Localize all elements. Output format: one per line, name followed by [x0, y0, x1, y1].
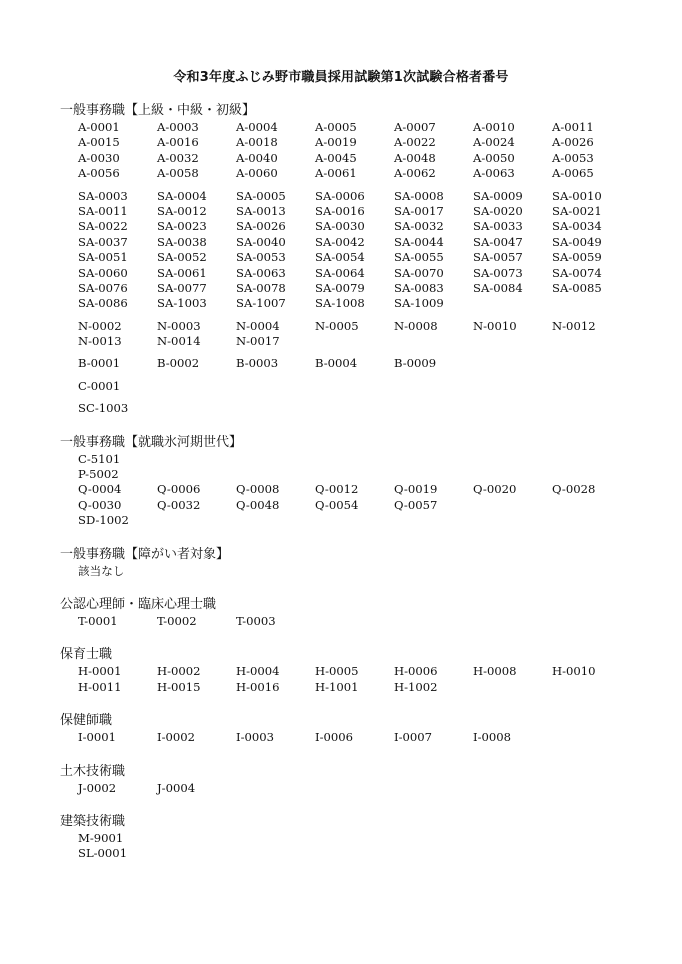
applicant-number: N-0003 [157, 318, 201, 333]
applicant-number: Q-0028 [552, 482, 596, 497]
applicant-number: A-0011 [552, 120, 594, 134]
applicant-number: SA-0061 [157, 265, 207, 280]
applicant-number: SC-1003 [78, 401, 129, 416]
applicant-number: A-0048 [394, 150, 436, 165]
section [60, 434, 670, 529]
applicant-number: N-0017 [236, 334, 280, 349]
applicant-number: A-0001 [78, 120, 120, 134]
section [60, 646, 670, 695]
applicant-number: N-0013 [78, 334, 122, 349]
applicant-number: SA-0004 [157, 188, 207, 203]
applicant-number: H-0016 [236, 679, 280, 694]
applicant-number: I-0006 [315, 730, 354, 745]
applicant-number: H-0002 [157, 664, 201, 679]
number-group [60, 664, 670, 695]
applicant-number: A-0016 [157, 135, 199, 150]
section-heading: 公認心理師・臨床心理士職 [60, 596, 217, 612]
number-group [60, 513, 670, 528]
applicant-number: H-0001 [78, 664, 122, 679]
applicant-number: C-0001 [78, 378, 121, 393]
applicant-number: Q-0019 [394, 482, 438, 497]
applicant-number: SA-0052 [157, 250, 207, 265]
applicant-number: Q-0032 [157, 497, 201, 512]
applicant-number: A-0007 [394, 120, 436, 134]
number-row [78, 482, 670, 497]
number-group [60, 401, 670, 416]
applicant-number: Q-0004 [78, 482, 122, 497]
applicant-number: SA-1003 [157, 296, 207, 311]
applicant-number: SA-0038 [157, 234, 207, 249]
applicant-number: A-0060 [236, 166, 278, 181]
applicant-number: A-0018 [236, 135, 278, 150]
applicant-number: A-0004 [236, 120, 278, 134]
applicant-number: N-0010 [473, 318, 517, 333]
applicant-number: SA-0020 [473, 203, 523, 218]
applicant-number: SA-0064 [315, 265, 365, 280]
applicant-number: SA-0076 [78, 280, 128, 295]
applicant-number: SA-0006 [315, 188, 365, 203]
applicant-number: SA-0010 [552, 188, 602, 203]
applicant-number: SA-0012 [157, 203, 207, 218]
number-row [78, 266, 670, 281]
applicant-number: SA-0034 [552, 219, 602, 234]
applicant-number: Q-0012 [315, 482, 359, 497]
number-group [60, 467, 670, 482]
applicant-number: H-0010 [552, 664, 596, 679]
applicant-number: A-0045 [315, 150, 357, 165]
applicant-number: SL-0001 [78, 846, 128, 861]
applicant-number: SA-0084 [473, 280, 523, 295]
section-heading: 一般事務職【障がい者対象】 [60, 546, 230, 562]
section-heading: 土木技術職 [60, 763, 126, 779]
applicant-number: Q-0030 [78, 497, 122, 512]
applicant-number: T-0002 [157, 613, 197, 628]
number-row [78, 846, 670, 861]
applicant-number: SA-1008 [315, 296, 365, 311]
applicant-number: H-1001 [315, 679, 359, 694]
applicant-number: SA-0030 [315, 219, 365, 234]
applicant-number: N-0008 [394, 318, 438, 333]
number-group [60, 482, 670, 513]
no-applicant-note: 該当なし [78, 563, 125, 578]
applicant-number: SA-0059 [552, 250, 602, 265]
applicant-number: A-0058 [157, 166, 199, 181]
number-row [78, 664, 670, 679]
applicant-number: N-0014 [157, 334, 201, 349]
section-heading: 保育士職 [60, 647, 113, 663]
number-row [78, 356, 670, 371]
applicant-number: SA-0053 [236, 250, 286, 265]
applicant-number: SA-0033 [473, 219, 523, 234]
applicant-number: H-0015 [157, 679, 201, 694]
applicant-number: SA-0026 [236, 219, 286, 234]
applicant-number: B-0002 [157, 356, 200, 371]
applicant-number: SA-0017 [394, 203, 444, 218]
section [60, 813, 670, 862]
applicant-number: A-0056 [78, 166, 120, 181]
applicant-number: A-0019 [315, 135, 357, 150]
applicant-number: Q-0020 [473, 482, 517, 497]
number-row [78, 250, 670, 265]
number-row [78, 831, 670, 846]
number-row [78, 334, 670, 349]
number-group [60, 189, 670, 312]
applicant-number: A-0050 [473, 150, 515, 165]
applicant-number: N-0002 [78, 318, 122, 333]
applicant-number: SA-0011 [78, 203, 128, 218]
applicant-number: B-0001 [78, 356, 121, 371]
applicant-number: H-1002 [394, 679, 438, 694]
applicant-number: SA-0042 [315, 234, 365, 249]
applicant-number: SA-0023 [157, 219, 207, 234]
applicant-number: SA-0063 [236, 265, 286, 280]
section [60, 712, 670, 745]
applicant-number: N-0005 [315, 318, 359, 333]
applicant-number: A-0005 [315, 120, 357, 134]
number-row [78, 120, 670, 135]
applicant-number: T-0001 [78, 613, 118, 628]
number-row [78, 781, 670, 796]
applicant-number: P-5002 [78, 467, 119, 482]
number-row [78, 498, 670, 513]
applicant-number: SA-0057 [473, 250, 523, 265]
page-title: 令和3年度ふじみ野市職員採用試験第1次試験合格者番号 [173, 70, 509, 85]
applicant-number: SA-0037 [78, 234, 128, 249]
number-group [60, 846, 670, 861]
section-heading: 一般事務職【就職氷河期世代】 [60, 434, 243, 450]
section [60, 102, 670, 417]
applicant-number: M-9001 [78, 830, 124, 845]
number-row [78, 135, 670, 150]
applicant-number: SA-0013 [236, 203, 286, 218]
section-heading: 建築技術職 [60, 813, 126, 829]
applicant-number: H-0011 [78, 679, 122, 694]
number-row [78, 281, 670, 296]
applicant-number: A-0065 [552, 166, 594, 181]
number-row [78, 204, 670, 219]
number-row [78, 614, 670, 629]
applicant-number: A-0063 [473, 166, 515, 181]
applicant-number: SA-0077 [157, 280, 207, 295]
applicant-number: Q-0054 [315, 497, 359, 512]
applicant-number: J-0002 [78, 780, 117, 795]
number-group [60, 614, 670, 629]
number-group [60, 831, 670, 846]
applicant-number: Q-0006 [157, 482, 201, 497]
applicant-number: Q-0048 [236, 497, 280, 512]
applicant-number: B-0004 [315, 356, 358, 371]
applicant-number: SA-0005 [236, 188, 286, 203]
applicant-number: I-0001 [78, 730, 117, 745]
applicant-number: SD-1002 [78, 513, 129, 528]
number-row [78, 296, 670, 311]
number-row [78, 730, 670, 745]
number-group [60, 452, 670, 467]
applicant-number: SA-0086 [78, 296, 128, 311]
section-heading: 保健師職 [60, 713, 113, 729]
applicant-number: J-0004 [157, 780, 196, 795]
section [60, 546, 670, 579]
number-row [78, 319, 670, 334]
applicant-number: SA-0085 [552, 280, 602, 295]
number-row [78, 235, 670, 250]
applicant-number: A-0062 [394, 166, 436, 181]
applicant-number: A-0061 [315, 166, 357, 181]
number-row [78, 219, 670, 234]
applicant-number: N-0004 [236, 318, 280, 333]
applicant-number: SA-0078 [236, 280, 286, 295]
applicant-number: SA-0044 [394, 234, 444, 249]
number-group [60, 120, 670, 182]
number-group [60, 730, 670, 745]
applicant-number: SA-0047 [473, 234, 523, 249]
applicant-number: A-0053 [552, 150, 594, 165]
applicant-number: SA-0073 [473, 265, 523, 280]
applicant-number: SA-0032 [394, 219, 444, 234]
applicant-number: SA-0055 [394, 250, 444, 265]
applicant-number: SA-0008 [394, 188, 444, 203]
applicant-number: A-0010 [473, 120, 515, 134]
applicant-number: A-0022 [394, 135, 436, 150]
applicant-number: SA-0074 [552, 265, 602, 280]
applicant-number: B-0003 [236, 356, 279, 371]
applicant-number: SA-0060 [78, 265, 128, 280]
number-row [78, 452, 670, 467]
applicant-number: SA-0021 [552, 203, 602, 218]
applicant-number: B-0009 [394, 356, 437, 371]
applicant-number: SA-0003 [78, 188, 128, 203]
applicant-number: N-0012 [552, 318, 596, 333]
applicant-number: A-0003 [157, 120, 199, 134]
applicant-number: SA-0049 [552, 234, 602, 249]
applicant-number: I-0002 [157, 730, 196, 745]
applicant-number: SA-0022 [78, 219, 128, 234]
number-row [78, 467, 670, 482]
number-row [78, 513, 670, 528]
number-group [60, 379, 670, 394]
applicant-number: H-0008 [473, 664, 517, 679]
applicant-number: SA-0083 [394, 280, 444, 295]
applicant-number: A-0015 [78, 135, 120, 150]
applicant-number: SA-0016 [315, 203, 365, 218]
applicant-number: C-5101 [78, 451, 121, 466]
applicant-number: I-0003 [236, 730, 275, 745]
applicant-number: H-0004 [236, 664, 280, 679]
applicant-number: SA-0009 [473, 188, 523, 203]
applicant-number: I-0008 [473, 730, 512, 745]
applicant-number: A-0032 [157, 150, 199, 165]
applicant-number: A-0030 [78, 150, 120, 165]
applicant-number: H-0005 [315, 664, 359, 679]
number-row [78, 166, 670, 181]
number-row [78, 401, 670, 416]
number-row [78, 151, 670, 166]
applicant-number: Q-0057 [394, 497, 438, 512]
applicant-number: Q-0008 [236, 482, 280, 497]
number-group [60, 356, 670, 371]
applicant-number: SA-0079 [315, 280, 365, 295]
results-list [60, 102, 670, 862]
number-row [78, 379, 670, 394]
applicant-number: SA-0070 [394, 265, 444, 280]
applicant-number: A-0040 [236, 150, 278, 165]
number-group [60, 319, 670, 350]
section [60, 763, 670, 796]
applicant-number: SA-0051 [78, 250, 128, 265]
applicant-number: A-0026 [552, 135, 594, 150]
applicant-number: SA-1007 [236, 296, 286, 311]
applicant-number: SA-1009 [394, 296, 444, 311]
applicant-number: SA-0054 [315, 250, 365, 265]
applicant-number: I-0007 [394, 730, 433, 745]
number-row [78, 680, 670, 695]
applicant-number: SA-0040 [236, 234, 286, 249]
section [60, 596, 670, 629]
section-heading: 一般事務職【上級・中級・初級】 [60, 103, 256, 118]
number-row [78, 189, 670, 204]
applicant-number: A-0024 [473, 135, 515, 150]
applicant-number: H-0006 [394, 664, 438, 679]
applicant-number: T-0003 [236, 613, 276, 628]
number-group [60, 781, 670, 796]
